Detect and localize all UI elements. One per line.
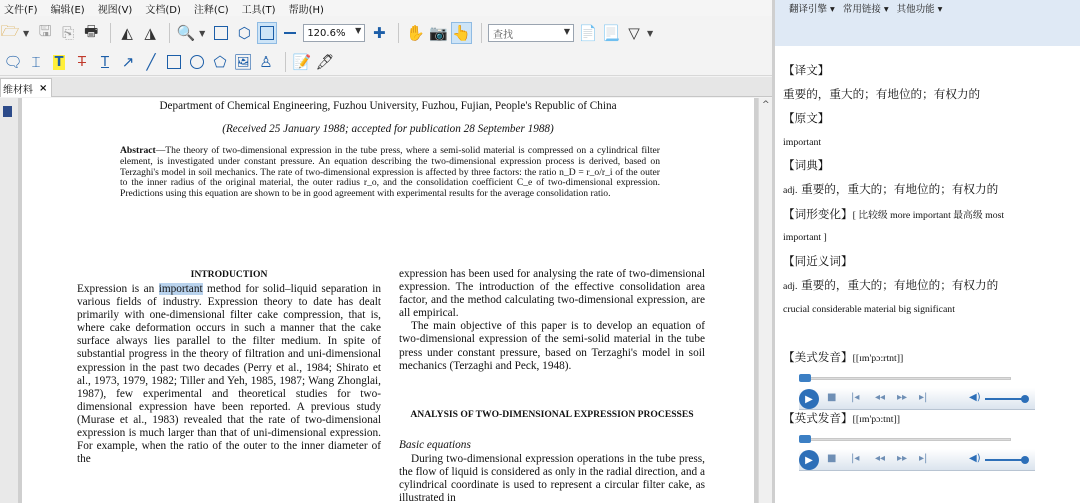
toolbar-divider: [481, 23, 482, 43]
open-folder-icon[interactable]: 🗁: [0, 21, 20, 40]
paper-abstract: [120, 146, 660, 200]
skip-forward-icon[interactable]: ▸|: [919, 392, 928, 403]
fast-forward-icon[interactable]: ▸▸: [897, 453, 908, 464]
analysis-heading: ANALYSIS OF TWO-DIMENSIONAL EXPRESSION PROCESSES: [410, 409, 694, 420]
word-forms: [783, 206, 1004, 222]
word-forms-line-1: [ 比较级 more important 最高级 most: [852, 210, 1005, 221]
selected-word[interactable]: important: [158, 283, 203, 295]
image-icon[interactable]: 🖼: [233, 53, 253, 71]
menu-comment[interactable]: 注释(C): [193, 4, 229, 16]
col2-paragraph-2: The main objective of this paper is to develop an equation of two-dimensional expression of the semi-solid material in the tube press under constant pressure, based on Terzaghi's model in soil mechanics (Terzaghi and Peck, 1948).: [399, 320, 705, 372]
scroll-up-icon[interactable]: ^: [762, 100, 770, 110]
hand-tool-icon[interactable]: ✋: [405, 24, 425, 42]
underline-text-icon[interactable]: T: [101, 54, 109, 70]
introduction-text: [77, 283, 381, 466]
us-audio-player: [789, 374, 1037, 414]
abstract-label: Abstract: [120, 145, 156, 156]
fit-visible-icon[interactable]: [257, 22, 277, 44]
paper-affiliation: Department of Chemical Engineering, Fuzhou University, Fuzhou, Fujian, People's Republic of China: [159, 100, 617, 112]
us-pronunciation-label: 【美式发音】: [783, 350, 853, 364]
translation-panel-header: [775, 0, 1080, 46]
seek-handle[interactable]: [799, 435, 811, 443]
skip-forward-icon[interactable]: ▸|: [919, 453, 928, 464]
toolbar-divider: [285, 52, 286, 72]
menu-tools[interactable]: 工具(T): [241, 4, 276, 16]
volume-slider[interactable]: [985, 459, 1023, 461]
syn-def: 重要的，重大的；有地位的；有权力的: [801, 278, 999, 292]
print-icon[interactable]: 🖶: [84, 21, 99, 40]
translation-engine-menu[interactable]: 翻译引擎 ▾: [789, 4, 835, 15]
toolbar-divider: [110, 23, 111, 43]
us-pronunciation: [783, 349, 903, 365]
chevron-down-icon[interactable]: ▼: [199, 28, 206, 38]
highlight-text-icon[interactable]: T: [54, 54, 64, 70]
menu-edit[interactable]: 编辑(E): [50, 4, 85, 16]
sign-icon[interactable]: 🖋: [315, 53, 335, 71]
other-functions-menu[interactable]: 其他功能 ▾: [896, 4, 943, 15]
skip-back-icon[interactable]: |◂: [851, 453, 860, 464]
seek-bar[interactable]: [801, 377, 1011, 380]
filter-icon[interactable]: ▽: [628, 24, 640, 42]
rotate-left-icon[interactable]: ◭: [121, 24, 133, 42]
arrow-icon[interactable]: ↗: [121, 53, 135, 71]
uk-ipa: [[ɪm'pɔ:tnt]]: [852, 414, 901, 425]
seek-handle[interactable]: [799, 374, 811, 382]
dictionary-label: 【词典】: [783, 158, 830, 172]
seek-bar[interactable]: [801, 438, 1011, 441]
menu-file[interactable]: 文件(F): [4, 4, 38, 16]
play-icon[interactable]: ▶: [799, 389, 819, 409]
next-result-icon[interactable]: 📃: [601, 24, 621, 42]
stop-icon[interactable]: ■: [827, 453, 837, 464]
pdf-page: [22, 98, 754, 503]
menu-help[interactable]: 帮助(H): [288, 4, 324, 16]
volume-slider[interactable]: [985, 398, 1023, 400]
rewind-icon[interactable]: ◂◂: [875, 392, 886, 403]
chevron-down-icon: ▼: [563, 27, 570, 36]
bookmark-icon[interactable]: [3, 106, 12, 117]
column-two-text: [399, 268, 705, 373]
zoom-level-select[interactable]: [303, 24, 365, 42]
stop-icon[interactable]: ■: [827, 392, 837, 403]
col2-paragraph-1: expression has been used for analysing the rate of two-dimensional expression. The introduction of the effective consolidation area factor, and the method calculating two-dimensional expression, are all empirical.: [399, 268, 705, 320]
search-placeholder: 查找: [493, 29, 513, 41]
volume-handle[interactable]: [1021, 395, 1029, 403]
menu-bar: [0, 0, 772, 16]
player-controls: [799, 388, 1035, 410]
chevron-down-icon[interactable]: ▼: [23, 28, 30, 38]
rewind-icon[interactable]: ◂◂: [875, 453, 886, 464]
side-panel-strip: [0, 98, 18, 503]
rectangle-icon[interactable]: [164, 51, 184, 73]
document-tab-bar: [0, 77, 772, 97]
volume-icon[interactable]: ◀): [969, 453, 981, 464]
menu-document[interactable]: 文档(D): [145, 4, 181, 16]
select-text-icon[interactable]: 👆: [452, 24, 471, 42]
toolbar-divider: [398, 23, 399, 43]
word-forms-line-2: important ]: [783, 232, 827, 243]
dict-def: 重要的，重大的；有地位的；有权力的: [801, 182, 999, 196]
dict-pos: adj.: [783, 185, 798, 196]
zoom-out-icon[interactable]: [280, 22, 300, 44]
synonym-words: crucial considerable material big significant: [783, 304, 955, 315]
syn-pos: adj.: [783, 281, 798, 292]
save-icon[interactable]: 🖫: [38, 21, 52, 40]
translation-menu: [789, 1, 947, 15]
original-label: 【原文】: [783, 111, 830, 125]
synonyms-definition: [783, 277, 998, 293]
volume-handle[interactable]: [1021, 456, 1029, 464]
translation-text: 重要的，重大的；有地位的；有权力的: [783, 87, 981, 101]
stamp-icon[interactable]: ♙: [259, 53, 273, 71]
edit-note-icon[interactable]: 📝: [292, 53, 312, 71]
translation-label: 【译文】: [783, 63, 830, 77]
paper-received-dates: (Received 25 January 1988; accepted for publication 28 September 1988): [222, 123, 554, 135]
introduction-heading: INTRODUCTION: [190, 269, 268, 280]
search-input[interactable]: [488, 24, 574, 42]
toolbar-divider: [169, 23, 170, 43]
ellipse-icon[interactable]: [187, 51, 207, 73]
fit-width-icon[interactable]: ⬡: [237, 24, 251, 42]
word-forms-label: 【词形变化】: [783, 207, 853, 221]
dictionary-definition: [783, 181, 998, 197]
main-toolbar: [0, 17, 772, 49]
chevron-down-icon[interactable]: ▼: [647, 28, 654, 38]
zoom-plus-icon[interactable]: ✚: [373, 24, 386, 42]
strikeout-text-icon[interactable]: T: [78, 54, 86, 70]
basic-equations-subheading: Basic equations: [399, 439, 471, 451]
common-links-menu[interactable]: 常用链接 ▾: [842, 4, 889, 15]
vertical-scrollbar[interactable]: [758, 98, 772, 503]
annotation-toolbar: [0, 49, 772, 76]
fit-page-icon[interactable]: [211, 22, 231, 44]
zoom-in-icon[interactable]: 🔍: [176, 24, 196, 42]
rotate-right-icon[interactable]: ◮: [144, 24, 156, 42]
us-ipa: [[ɪm'pɔ:rtnt]]: [852, 353, 904, 364]
document-tab[interactable]: [0, 78, 52, 97]
intro-text-post: method for solid–liquid separation in various fields of industry. Expression theory to date has dealt primarily with one-dimensional filter cake compression, that is, where cake deformation occurs in such a manner that the cake surface always lies parallel to the filter medium. In spite of substantial progress in the theory of filtration and uni-dimensional expression in the past two decades (Perry et al., 1984; Shirato et al., 1973, 1979, 1982; Tiller and Yeh, 1985, 1987; Wang Zhonglai, 1987), few experimental and theoretical studies for two-dimensional expression have been reported. A previous study (Murase et al., 1983) revealed that the rate of two-dimensional expression is much larger than that of uni-dimensional expression. For example, when the ratio of the outer to the inner diameter of the: [77, 283, 382, 466]
basic-equations-text: During two-dimensional expression operations in the tube press, the flow of liquid is considered as only in the radial direction, and a cylindrical coordinate is used to represent a circular filter cake, as illustrated in: [399, 453, 705, 503]
translation-panel: [772, 0, 1080, 503]
close-icon[interactable]: ×: [39, 82, 48, 94]
synonyms-label: 【同近义词】: [783, 254, 853, 268]
chevron-down-icon: ▼: [355, 26, 362, 35]
copy-icon[interactable]: ⎘: [62, 24, 75, 42]
line-icon[interactable]: ╱: [146, 53, 156, 71]
abstract-text: —The theory of two-dimensional expression in the tube press, where a semi-solid material is compressed on a cylindrical filter element, is investigated under constant pressure. An equation describing the two-dimensional expression process is derived, based on Terzaghi's model in soil mechanics. The rate of two-dimensional expression is affected by three factors: the ratio n_D = r_o/r_i of the outer to the inner radius of the original material, the outer radius r_o, and the consolidation coefficient C_e of two-dimensional expression. Predictions using this equation are shown to be in good agreement with experimental results for the average consolidation ratio.: [120, 145, 660, 200]
uk-audio-player: [789, 435, 1037, 475]
player-controls: [799, 449, 1035, 471]
prev-result-icon[interactable]: 📄: [578, 24, 598, 42]
skip-back-icon[interactable]: |◂: [851, 392, 860, 403]
tab-title: 维材料: [3, 84, 33, 96]
text-insert-icon[interactable]: ⌶: [31, 53, 41, 71]
original-text: important: [783, 137, 822, 148]
snapshot-icon[interactable]: 📷: [428, 24, 448, 42]
fast-forward-icon[interactable]: ▸▸: [897, 392, 908, 403]
zoom-level-value: 120.6%: [307, 27, 346, 39]
note-icon[interactable]: 🗨: [3, 53, 23, 71]
polygon-icon[interactable]: ⬠: [213, 53, 227, 71]
menu-view[interactable]: 视图(V): [97, 4, 133, 16]
volume-icon[interactable]: ◀): [969, 392, 981, 403]
intro-text-pre: Expression is an: [77, 283, 159, 295]
play-icon[interactable]: ▶: [799, 450, 819, 470]
uk-pronunciation-label: 【英式发音】: [783, 411, 853, 425]
